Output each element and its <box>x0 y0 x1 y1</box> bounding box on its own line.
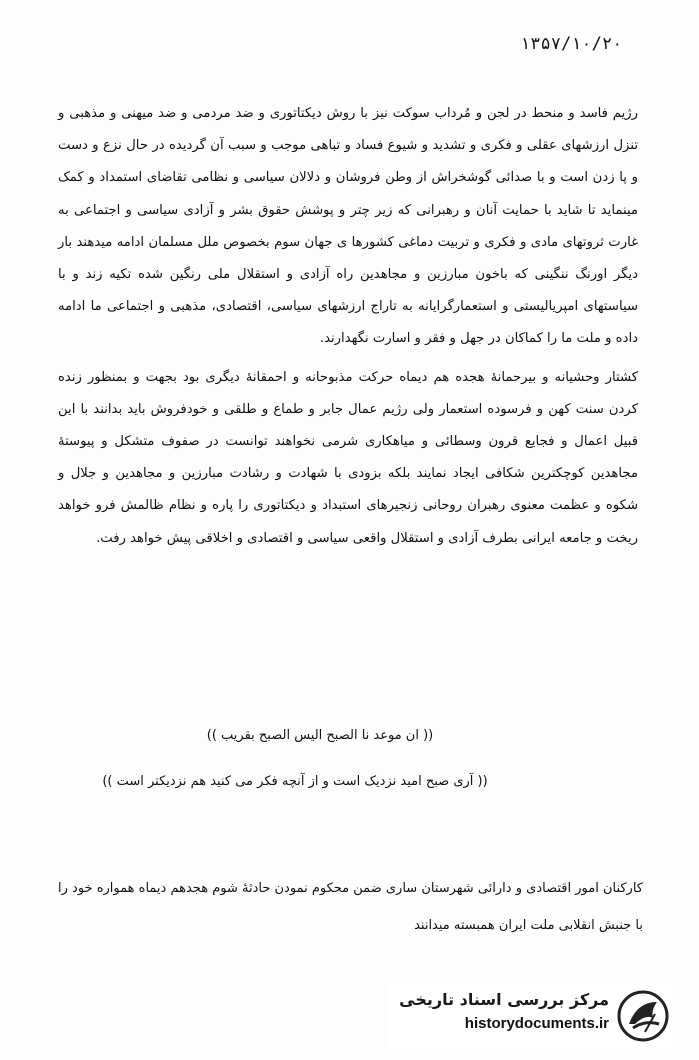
document-center-logo-icon <box>615 988 671 1044</box>
watermark-logo <box>389 982 679 1050</box>
motto-arabic: (( ان موعد نا الصبح الیس الصبح بقریب )) <box>206 728 434 743</box>
document-body <box>58 98 638 555</box>
document-date: ۱۳۵۷/۱۰/۲۰ <box>520 34 623 54</box>
watermark-text <box>399 990 609 1032</box>
paragraph-2: کشتار وحشیانه و بیرحمانهٔ هجده هم دیماه حرکت مذبوحانه و احمقانهٔ دیگری بود بجهت و بمنظور زنده کردن سنت کهن و فرسوده استعمار ولی رژیم عمال جابر و طماع و طلقی و خودفروش باید بدانند با این قبیل اعمال و فجایع قرون وسطائی و میاهکاری شرمی نخواهند توانست در صفوف متشکل و پیوستهٔ مجاهدین کوچکترین شکافی ایجاد نمایند بلکه بزودی با شهادت و رشادت مبارزین و مجاهدین و جلال و شکوه و عظمت معنوی رهبران روحانی زنجیرهای استبداد و دیکتاتوری را پاره و نظام ظالمش فرو خواهد ریخت و جامعه ایرانی بطرف آزادی و استقلال واقعی سیاسی و اقتصادی و اخلاقی پیش خواهد رفت. <box>58 369 638 546</box>
motto-persian: (( آری صبح امید نزدیک است و از آنچه فکر می کنید هم نزدیکتر است )) <box>102 774 488 789</box>
watermark-url: historydocuments.ir <box>464 1015 609 1032</box>
closing-text: کارکنان امور اقتصادی و دارائی شهرستان ساری ضمن محکوم نمودن حادثهٔ شوم هجدهم دیماه همواره خود را با جنبش انقلابی ملت ایران همبسته میدانند <box>58 881 643 933</box>
paragraph-1: رژیم فاسد و منحط در لجن و مُرداب سوکت نیز با روش دیکتاتوری و ضد مردمی و ضد میهنی و مذهبی و تنزل ارزشهای عقلی و فکری و تشدید و شیوع فساد و تباهی موجب و سبب آن گردیده در حال نزع و دست و پا زدن است و با صدائی گوشخراش از وطن فروشان و دلالان سیاسی و نظامی تقاضای استمداد و کمک مینماید تا شاید با حمایت آنان و رهبرانی که زیر چتر و پوشش حقوق بشر و آزادی سیاسی و اجتماعی به غارت ثروتهای مادی و فکری و تربیت دماغی کشورها ی جهان سوم بخصوص ملل مسلمان ادامه میدهند بار دیگر اورنگ ننگینی که باخون مبارزین و مجاهدین راه آزادی و استقلال ملی رنگین شده تکیه زند و با سیاستهای امپریالیستی و استعمارگرایانه به تاراج ارزشهای سیاسی، اقتصادی، مذهبی و اجتماعی ما ادامه داده و ملت ما را کماکان در جهل و فقر و اسارت نگهدارند. <box>58 106 638 347</box>
closing-statement <box>58 870 643 944</box>
watermark-title: مرکز بررسی اسناد تاریخی <box>399 990 609 1009</box>
